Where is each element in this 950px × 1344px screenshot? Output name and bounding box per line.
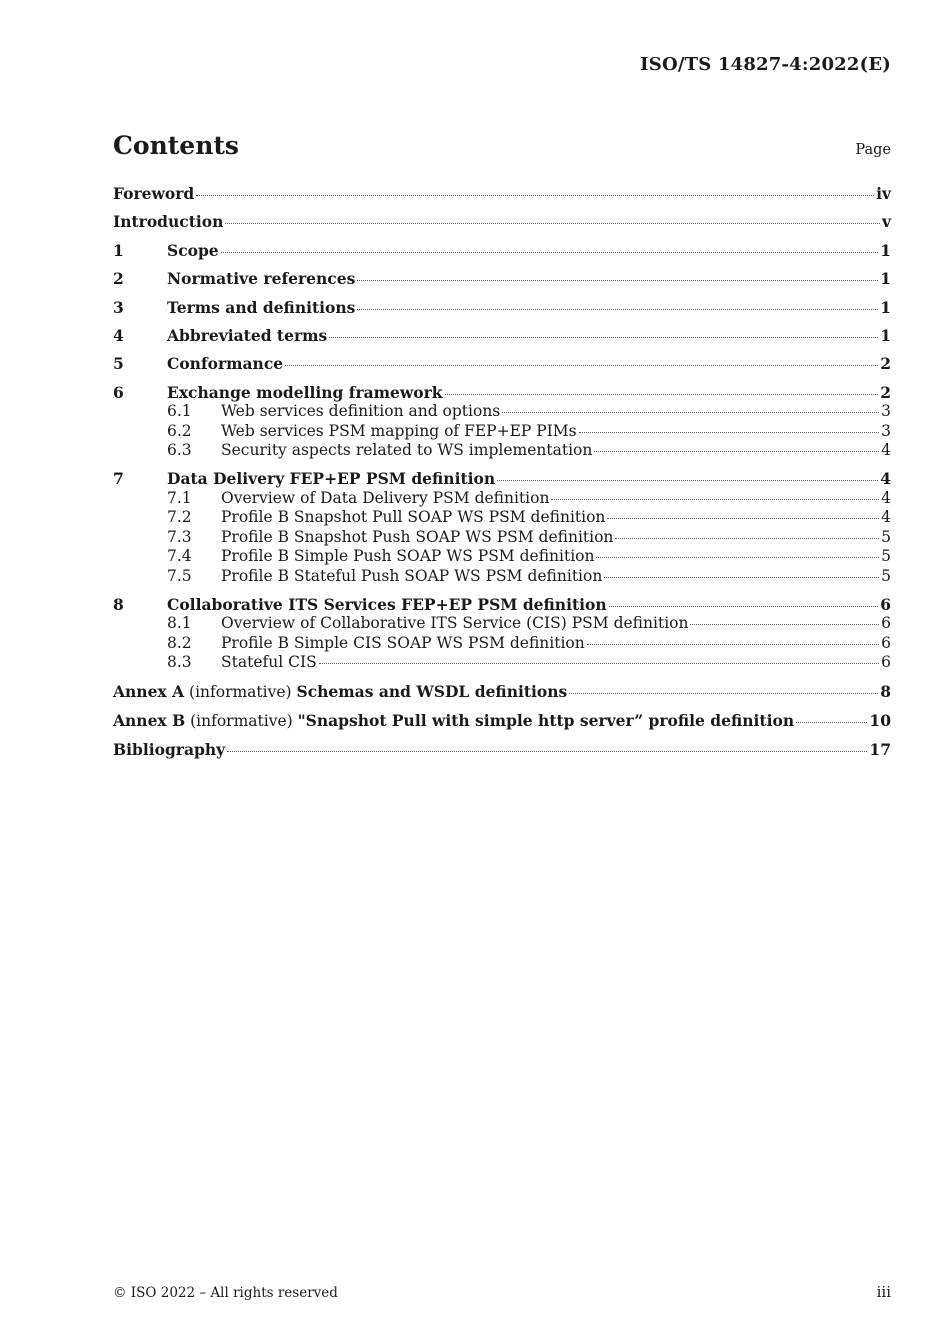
dot-leader xyxy=(604,577,879,578)
page-column-label: Page xyxy=(855,142,891,158)
annex-label: Annex A xyxy=(113,681,185,701)
toc-entry-collaborative-its[interactable] xyxy=(113,595,891,614)
toc-entry-number: 7.1 xyxy=(167,488,192,507)
dot-leader xyxy=(615,538,879,539)
dot-leader xyxy=(285,365,878,366)
toc-entry-title: Collaborative ITS Services FEP+EP PSM definition xyxy=(167,594,607,614)
toc-entry-title: Profile B Snapshot Push SOAP WS PSM definition xyxy=(221,527,614,546)
toc-entry-page: 5 xyxy=(881,566,891,585)
toc-subentry-8-2[interactable] xyxy=(113,634,891,653)
toc-subentry-8-1[interactable] xyxy=(113,614,891,633)
toc-entry-page: 5 xyxy=(881,527,891,546)
toc-entry-title: Introduction xyxy=(113,212,224,232)
toc-entry-title: Stateful CIS xyxy=(221,653,317,672)
toc-entry-number: 8.1 xyxy=(167,614,192,633)
toc-entry-page: 10 xyxy=(869,710,891,730)
toc-subentry-7-5[interactable] xyxy=(113,567,891,586)
annex-title: "Snapshot Pull with simple http server” profile definition xyxy=(297,710,795,730)
toc-subentry-7-2[interactable] xyxy=(113,508,891,527)
toc-entry-number: 7.2 xyxy=(167,508,192,527)
toc-entry-page: 1 xyxy=(880,240,891,260)
toc-entry-terms-definitions[interactable] xyxy=(113,298,891,317)
toc-entry-title xyxy=(113,711,794,731)
toc-entry-page: 6 xyxy=(881,633,891,652)
toc-entry-page: 2 xyxy=(880,354,891,374)
toc-entry-title: Abbreviated terms xyxy=(167,326,328,346)
toc-entry-page: 1 xyxy=(880,269,891,289)
toc-entry-page: 6 xyxy=(881,653,891,672)
toc-entry-title: Conformance xyxy=(167,354,284,374)
toc-entry-number: 6.2 xyxy=(167,421,192,440)
toc-entry-number: 7.4 xyxy=(167,547,192,566)
toc-entry-number: 7.3 xyxy=(167,527,192,546)
dot-leader xyxy=(196,195,874,196)
toc-entry-title: Profile B Simple Push SOAP WS PSM definition xyxy=(221,547,595,566)
toc-entry-abbreviated-terms[interactable] xyxy=(113,326,891,345)
contents-heading: Contents xyxy=(113,131,240,160)
dot-leader xyxy=(579,432,880,433)
toc-entry-page: iv xyxy=(876,184,891,203)
toc-entry-introduction[interactable] xyxy=(113,212,891,231)
dot-leader xyxy=(221,252,879,253)
toc-entry-number: 7 xyxy=(113,469,124,489)
toc-entry-number: 8.2 xyxy=(167,633,192,652)
toc-entry-conformance[interactable] xyxy=(113,354,891,373)
toc-entry-data-delivery[interactable] xyxy=(113,469,891,488)
toc-entry-number: 3 xyxy=(113,297,124,317)
toc-entry-page: 4 xyxy=(880,469,891,489)
dot-leader xyxy=(690,624,879,625)
dot-leader xyxy=(609,606,879,607)
dot-leader xyxy=(227,751,867,752)
dot-leader xyxy=(796,722,867,723)
toc-subentry-6-2[interactable] xyxy=(113,422,891,441)
copyright-notice: © ISO 2022 – All rights reserved xyxy=(113,1285,338,1301)
annex-type: (informative) xyxy=(184,682,297,701)
toc-entry-title: Overview of Collaborative ITS Service (CIS) PSM definition xyxy=(221,614,689,633)
toc-entry-page: 6 xyxy=(880,594,891,614)
toc-entry-normative-references[interactable] xyxy=(113,269,891,288)
toc-subentry-7-3[interactable] xyxy=(113,528,891,547)
toc-subentry-7-1[interactable] xyxy=(113,489,891,508)
toc-entry-title: Foreword xyxy=(113,184,195,203)
toc-entry-title: Web services PSM mapping of FEP+EP PIMs xyxy=(221,421,577,440)
annex-type: (informative) xyxy=(185,711,298,730)
toc-entry-title: Normative references xyxy=(167,269,356,289)
toc-entry-title: Data Delivery FEP+EP PSM definition xyxy=(167,469,496,489)
dot-leader xyxy=(594,451,879,452)
dot-leader xyxy=(502,412,879,413)
toc-entry-number: 6.1 xyxy=(167,402,192,421)
dot-leader xyxy=(225,223,880,224)
toc-entry-foreword[interactable] xyxy=(113,184,891,203)
toc-entry-page: 17 xyxy=(869,740,891,760)
dot-leader xyxy=(329,337,878,338)
toc-entry-page: 1 xyxy=(880,326,891,346)
annex-label: Annex B xyxy=(113,710,186,730)
toc-entry-number: 6 xyxy=(113,382,124,402)
dot-leader xyxy=(587,644,879,645)
toc-entry-title: Overview of Data Delivery PSM definition xyxy=(221,488,550,507)
toc-entry-title: Bibliography xyxy=(113,740,226,760)
toc-entry-title: Exchange modelling framework xyxy=(167,382,443,402)
toc-entry-page: 1 xyxy=(880,297,891,317)
dot-leader xyxy=(357,309,878,310)
toc-entry-page: 8 xyxy=(880,681,891,701)
page-number: iii xyxy=(876,1283,891,1301)
toc-entry-number: 5 xyxy=(113,354,124,374)
toc-entry-title: Terms and definitions xyxy=(167,297,356,317)
toc-entry-page: 4 xyxy=(881,488,891,507)
dot-leader xyxy=(445,394,879,395)
toc-entry-number: 8 xyxy=(113,594,124,614)
toc-entry-number: 6.3 xyxy=(167,441,192,460)
toc-entry-title: Web services definition and options xyxy=(221,402,501,421)
toc-entry-page: 5 xyxy=(881,547,891,566)
table-of-contents xyxy=(113,184,891,760)
toc-entry-title: Profile B Stateful Push SOAP WS PSM definition xyxy=(221,566,603,585)
toc-subentry-6-1[interactable] xyxy=(113,402,891,421)
toc-entry-number: 7.5 xyxy=(167,566,192,585)
annex-title: Schemas and WSDL definitions xyxy=(296,681,568,701)
toc-entry-page: 3 xyxy=(881,421,891,440)
toc-subentry-8-3[interactable] xyxy=(113,653,891,672)
document-id: ISO/TS 14827-4:2022(E) xyxy=(640,54,891,75)
dot-leader xyxy=(551,499,879,500)
toc-entry-page: 4 xyxy=(881,508,891,527)
toc-entry-page: 2 xyxy=(880,382,891,402)
toc-entry-title: Profile B Snapshot Pull SOAP WS PSM definition xyxy=(221,508,606,527)
dot-leader xyxy=(596,557,879,558)
toc-subentry-7-4[interactable] xyxy=(113,547,891,566)
toc-entry-title xyxy=(113,682,567,702)
toc-entry-number: 8.3 xyxy=(167,653,192,672)
toc-entry-title: Profile B Simple CIS SOAP WS PSM definition xyxy=(221,633,585,652)
toc-entry-page: 4 xyxy=(881,441,891,460)
toc-entry-bibliography[interactable] xyxy=(113,740,891,759)
toc-entry-number: 1 xyxy=(113,240,124,260)
toc-entry-annex-a[interactable] xyxy=(113,682,891,702)
toc-subentry-6-3[interactable] xyxy=(113,441,891,460)
toc-entry-number: 4 xyxy=(113,326,124,346)
dot-leader xyxy=(607,518,879,519)
toc-entry-page: v xyxy=(881,212,891,232)
toc-entry-exchange-modelling-framework[interactable] xyxy=(113,383,891,402)
toc-entry-title: Scope xyxy=(167,240,219,260)
toc-entry-number: 2 xyxy=(113,269,124,289)
dot-leader xyxy=(319,663,879,664)
dot-leader xyxy=(497,480,878,481)
toc-entry-page: 6 xyxy=(881,614,891,633)
toc-entry-title: Security aspects related to WS implementation xyxy=(221,441,593,460)
toc-entry-annex-b[interactable] xyxy=(113,711,891,731)
dot-leader xyxy=(357,280,878,281)
dot-leader xyxy=(569,693,878,694)
toc-entry-scope[interactable] xyxy=(113,241,891,260)
toc-entry-page: 3 xyxy=(881,402,891,421)
